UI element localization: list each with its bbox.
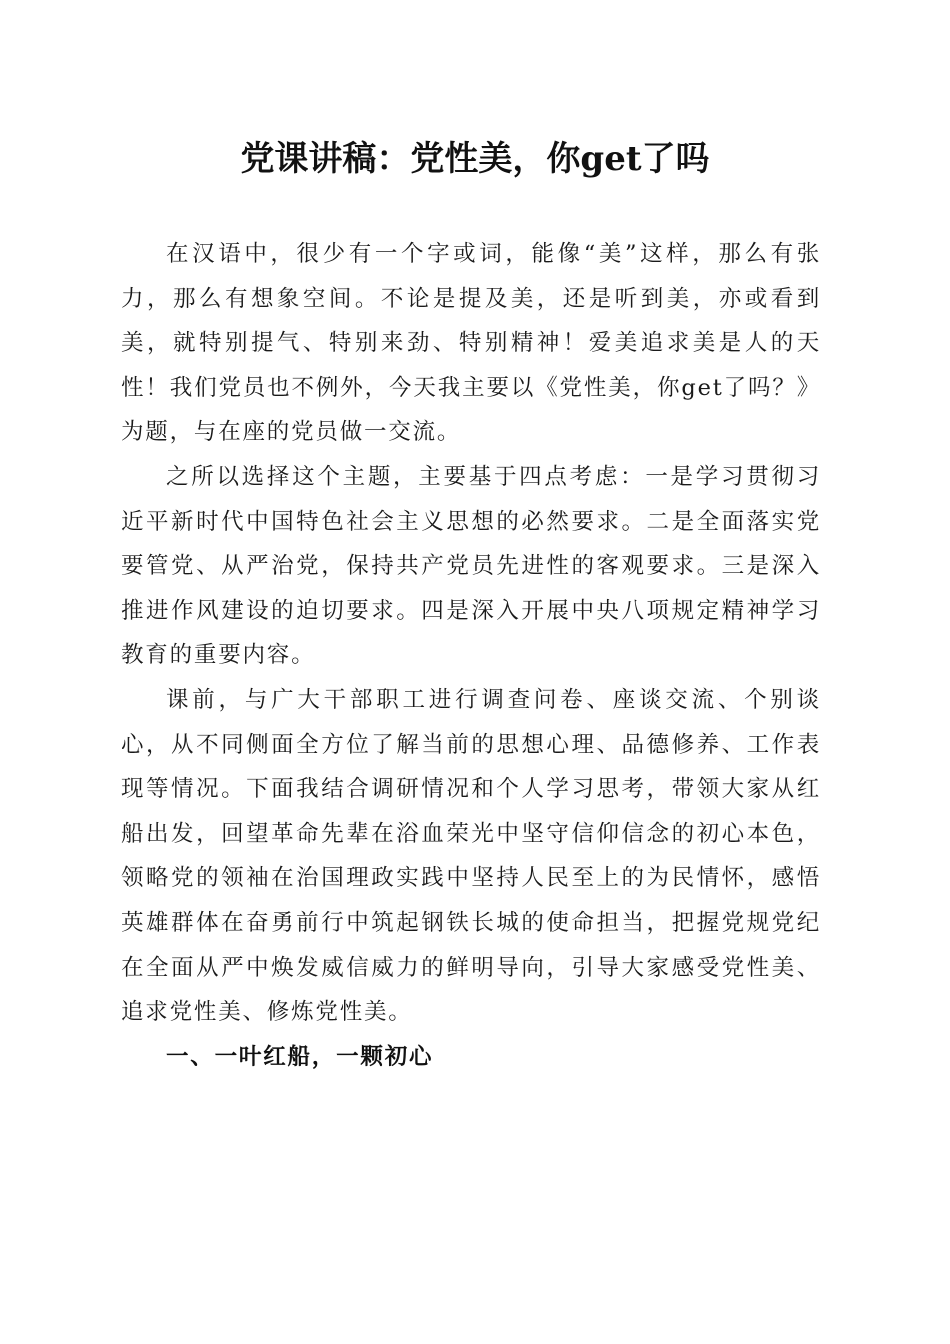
document-body	[121, 232, 821, 1079]
section-heading: 一、一叶红船，一颗初心	[166, 1043, 434, 1070]
paragraph-intro: 在汉语中，很少有一个字或词，能像“美”这样，那么有张力，那么有想象空间。不论是提及美，还是听到美，亦或看到美，就特别提气、特别来劲、特别精神！爱美追求美是人的天性！我们党员也不例外，今天我主要以《党性美，你get了吗？》为题，与在座的党员做一交流。	[121, 241, 821, 446]
paragraph-preparation: 课前，与广大干部职工进行调查问卷、座谈交流、个别谈心，从不同侧面全方位了解当前的思想心理、品德修养、工作表现等情况。下面我结合调研情况和个人学习思考，带领大家从红船出发，回望革命先辈在浴血荣光中坚守信仰信念的初心本色，领略党的领袖在治国理政实践中坚持人民至上的为民情怀，感悟英雄群体在奋勇前行中筑起钢铁长城的使命担当，把握党规党纪在全面从严中焕发威信威力的鲜明导向，引导大家感受党性美、追求党性美、修炼党性美。	[121, 686, 821, 1026]
document-title: 党课讲稿：党性美，你get了吗	[240, 139, 710, 179]
paragraph-reasons: 之所以选择这个主题，主要基于四点考虑：一是学习贯彻习近平新时代中国特色社会主义思想的必然要求。二是全面落实党要管党、从严治党，保持共产党员先进性的客观要求。三是深入推进作风建设的迫切要求。四是深入开展中央八项规定精神学习教育的重要内容。	[121, 463, 821, 669]
